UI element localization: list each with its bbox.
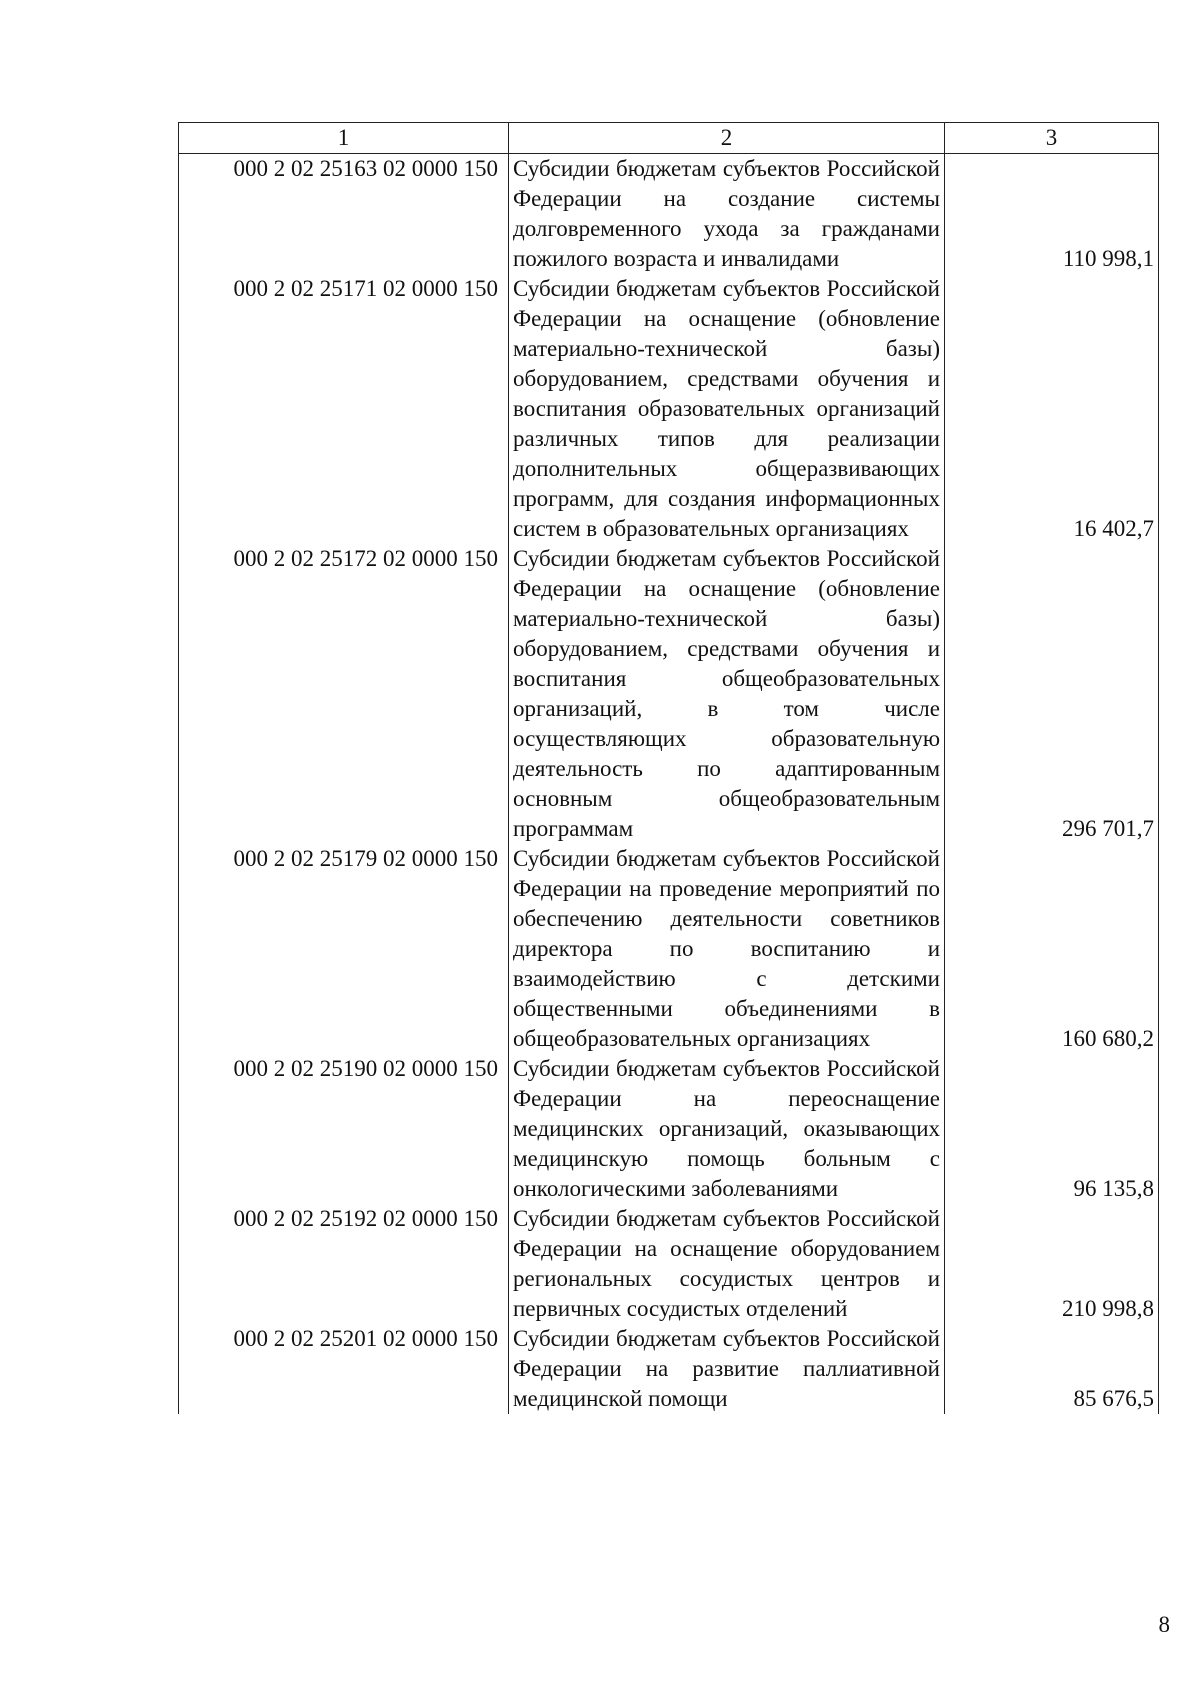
row-code: 000 2 02 25171 02 0000 150	[179, 274, 509, 544]
row-amount: 16 402,7	[945, 274, 1159, 544]
table-row	[179, 1324, 1159, 1414]
row-code: 000 2 02 25192 02 0000 150	[179, 1204, 509, 1324]
row-name: Субсидии бюджетам субъектов Российской Федерации на оснащение (обновление материально-технической базы) оборудованием, средствами обучения и воспитания общеобразовательных организаций, в том числе осуществляющих образовательную деятельность по адаптированным основным общеобразовательным программам	[509, 544, 945, 844]
row-code: 000 2 02 25179 02 0000 150	[179, 844, 509, 1054]
table-row	[179, 1054, 1159, 1204]
page-number: 8	[1158, 1612, 1170, 1637]
column-header-name: 2	[509, 123, 945, 154]
table-row	[179, 1204, 1159, 1324]
row-name: Субсидии бюджетам субъектов Российской Федерации на переоснащение медицинских организаций, оказывающих медицинскую помощь больным с онкологическими заболеваниями	[509, 1054, 945, 1204]
row-name: Субсидии бюджетам субъектов Российской Федерации на развитие паллиативной медицинской помощи	[509, 1324, 945, 1414]
table-row	[179, 844, 1159, 1054]
budget-table	[178, 122, 1159, 1414]
row-code: 000 2 02 25172 02 0000 150	[179, 544, 509, 844]
row-code: 000 2 02 25163 02 0000 150	[179, 154, 509, 275]
row-amount: 160 680,2	[945, 844, 1159, 1054]
row-name: Субсидии бюджетам субъектов Российской Федерации на оснащение (обновление материально-технической базы) оборудованием, средствами обучения и воспитания образовательных организаций различных типов для реализации дополнительных общеразвивающих программ, для создания информационных систем в образовательных организациях	[509, 274, 945, 544]
row-amount: 296 701,7	[945, 544, 1159, 844]
row-name: Субсидии бюджетам субъектов Российской Федерации на создание системы долговременного ухода за гражданами пожилого возраста и инвалидами	[509, 154, 945, 275]
row-code: 000 2 02 25190 02 0000 150	[179, 1054, 509, 1204]
row-amount: 110 998,1	[945, 154, 1159, 275]
row-amount: 96 135,8	[945, 1054, 1159, 1204]
table-row	[179, 544, 1159, 844]
column-header-code: 1	[179, 123, 509, 154]
table-row	[179, 154, 1159, 275]
row-amount: 210 998,8	[945, 1204, 1159, 1324]
row-code: 000 2 02 25201 02 0000 150	[179, 1324, 509, 1414]
header-row	[179, 123, 1159, 154]
table-row	[179, 274, 1159, 544]
row-name: Субсидии бюджетам субъектов Российской Федерации на оснащение оборудованием региональных сосудистых центров и первичных сосудистых отделений	[509, 1204, 945, 1324]
row-amount: 85 676,5	[945, 1324, 1159, 1414]
column-header-amount: 3	[945, 123, 1159, 154]
row-name: Субсидии бюджетам субъектов Российской Федерации на проведение мероприятий по обеспечению деятельности советников директора по воспитанию и взаимодействию с детскими общественными объединениями в общеобразовательных организациях	[509, 844, 945, 1054]
